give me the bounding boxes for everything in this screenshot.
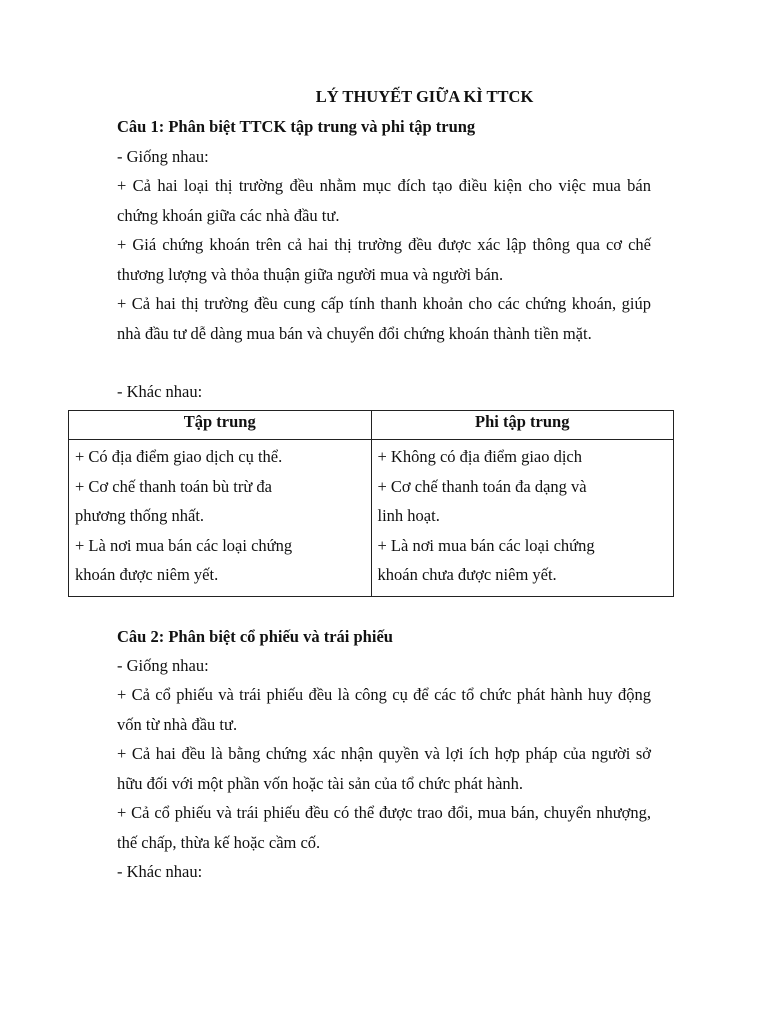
document-title: LÝ THUYẾT GIỮA KÌ TTCK <box>315 87 534 106</box>
table-cell-otc <box>371 440 674 597</box>
cell-line: + Cơ chế thanh toán bù trừ đa <box>75 476 272 496</box>
q1-similar-point-3: + Cả hai thị trường đều cung cấp tính thanh khoản cho các chứng khoán, giúp nhà đầu tư dễ dàng mua bán và chuyển đổi chứng khoán thành tiền mặt. <box>117 294 651 343</box>
cell-line: + Là nơi mua bán các loại chứng <box>75 535 293 555</box>
q1-similar-label: - Giống nhau: <box>117 147 209 166</box>
cell-line: khoán được niêm yết. <box>75 565 219 584</box>
table-header-row <box>69 411 674 440</box>
table-header-otc: Phi tập trung <box>371 411 674 440</box>
q2-similar-label: - Giống nhau: <box>117 656 209 675</box>
q1-different-label: - Khác nhau: <box>117 382 203 401</box>
cell-line: linh hoạt. <box>377 506 440 525</box>
q2-similar-point-1: + Cả cổ phiếu và trái phiếu đều là công cụ để các tổ chức phát hành huy động vốn từ nhà đầu tư. <box>117 685 651 734</box>
cell-line: + Là nơi mua bán các loại chứng <box>377 535 595 555</box>
q1-similar-point-1: + Cả hai loại thị trường đều nhằm mục đích tạo điều kiện cho việc mua bán chứng khoán giữa các nhà đầu tư. <box>117 176 651 225</box>
cell-line: + Cơ chế thanh toán đa dạng và <box>377 476 587 496</box>
q2-similar-point-3: + Cả cổ phiếu và trái phiếu đều có thể được trao đổi, mua bán, chuyển nhượng, thế chấp, thừa kế hoặc cầm cố. <box>117 803 651 852</box>
cell-line: + Có địa điểm giao dịch cụ thể. <box>75 447 283 466</box>
cell-line: phương thống nhất. <box>75 506 205 525</box>
table-cell-centralized <box>69 440 372 597</box>
table-row <box>69 440 674 597</box>
table-header-centralized: Tập trung <box>69 411 372 440</box>
q1-similar-point-2: + Giá chứng khoán trên cả hai thị trường đều được xác lập thông qua cơ chế thương lượng và thỏa thuận giữa người mua và người bán. <box>117 235 651 284</box>
cell-line: khoán chưa được niêm yết. <box>377 565 557 584</box>
q2-different-label: - Khác nhau: <box>117 862 203 881</box>
comparison-table <box>68 410 674 597</box>
q2-similar-point-2: + Cả hai đều là bằng chứng xác nhận quyền và lợi ích hợp pháp của người sở hữu đối với một phần vốn hoặc tài sản của tổ chức phát hành. <box>117 744 651 793</box>
q2-heading: Câu 2: Phân biệt cổ phiếu và trái phiếu <box>117 627 393 646</box>
cell-line: + Không có địa điểm giao dịch <box>377 447 583 466</box>
q1-heading: Câu 1: Phân biệt TTCK tập trung và phi tập trung <box>117 117 476 136</box>
